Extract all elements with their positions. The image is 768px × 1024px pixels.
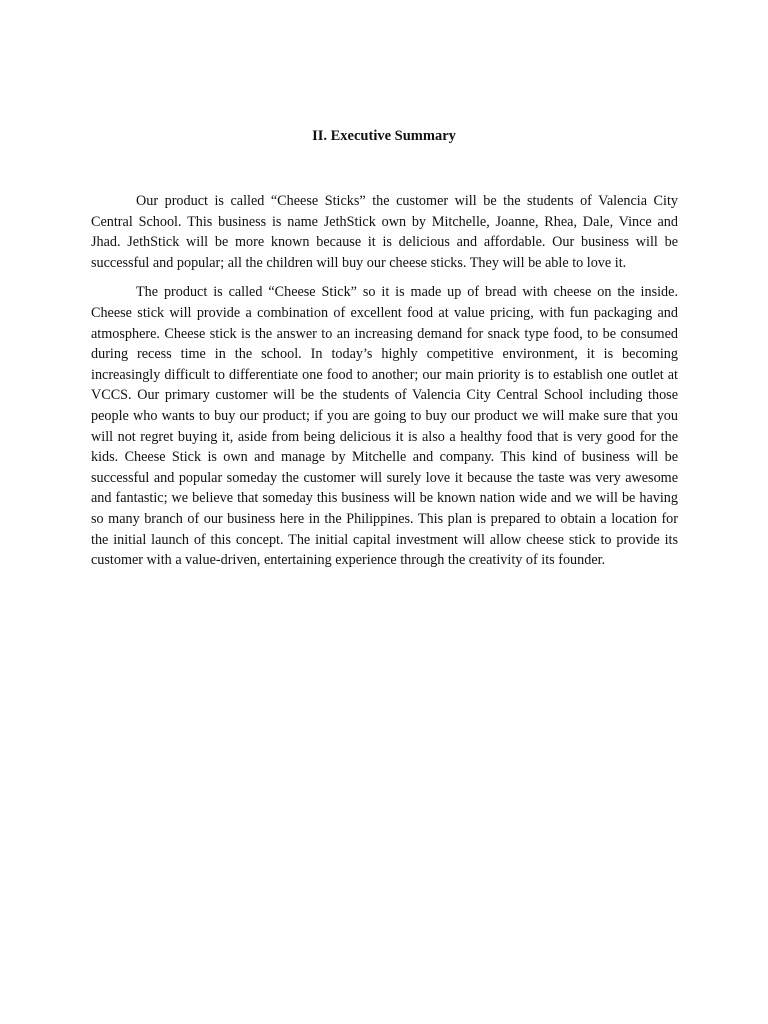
section-title: II. Executive Summary bbox=[312, 128, 456, 144]
document-body bbox=[91, 191, 678, 580]
paragraph-product-intro: Our product is called “Cheese Sticks” the customer will be the students of Valencia City Central School. This business is name JethStick own by Mitchelle, Joanne, Rhea, Dale, Vince and Jhad. JethStick will be more known because it is delicious and affordable. Our business will be successful and popular; all the children will buy our cheese sticks. They will be able to love it. bbox=[91, 193, 678, 271]
paragraph-product-details: The product is called “Cheese Stick” so it is made up of bread with cheese on the inside. Cheese stick will provide a combination of excellent food at value pricing, with fun packaging and atmosphere. Cheese stick is the answer to an increasing demand for snack type food, to be consumed during recess time in the school. In today’s highly competitive environment, it is becoming increasingly difficult to differentiate one food to another; our main priority is to establish one outlet at VCCS. Our primary customer will be the students of Valencia City Central School including those people who wants to buy our product; if you are going to buy our product we will make sure that you will not regret buying it, aside from being delicious it is also a healthy food that is very good for the kids. Cheese Stick is own and manage by Mitchelle and company. This kind of business will be successful and popular someday the customer will surely love it because the taste was very awesome and fantastic; we believe that someday this business will be known nation wide and we will be having so many branch of our business here in the Philippines. This plan is prepared to obtain a location for the initial launch of this concept. The initial capital investment will allow cheese stick to provide its customer with a value-driven, entertaining experience through the creativity of its founder. bbox=[91, 284, 678, 569]
